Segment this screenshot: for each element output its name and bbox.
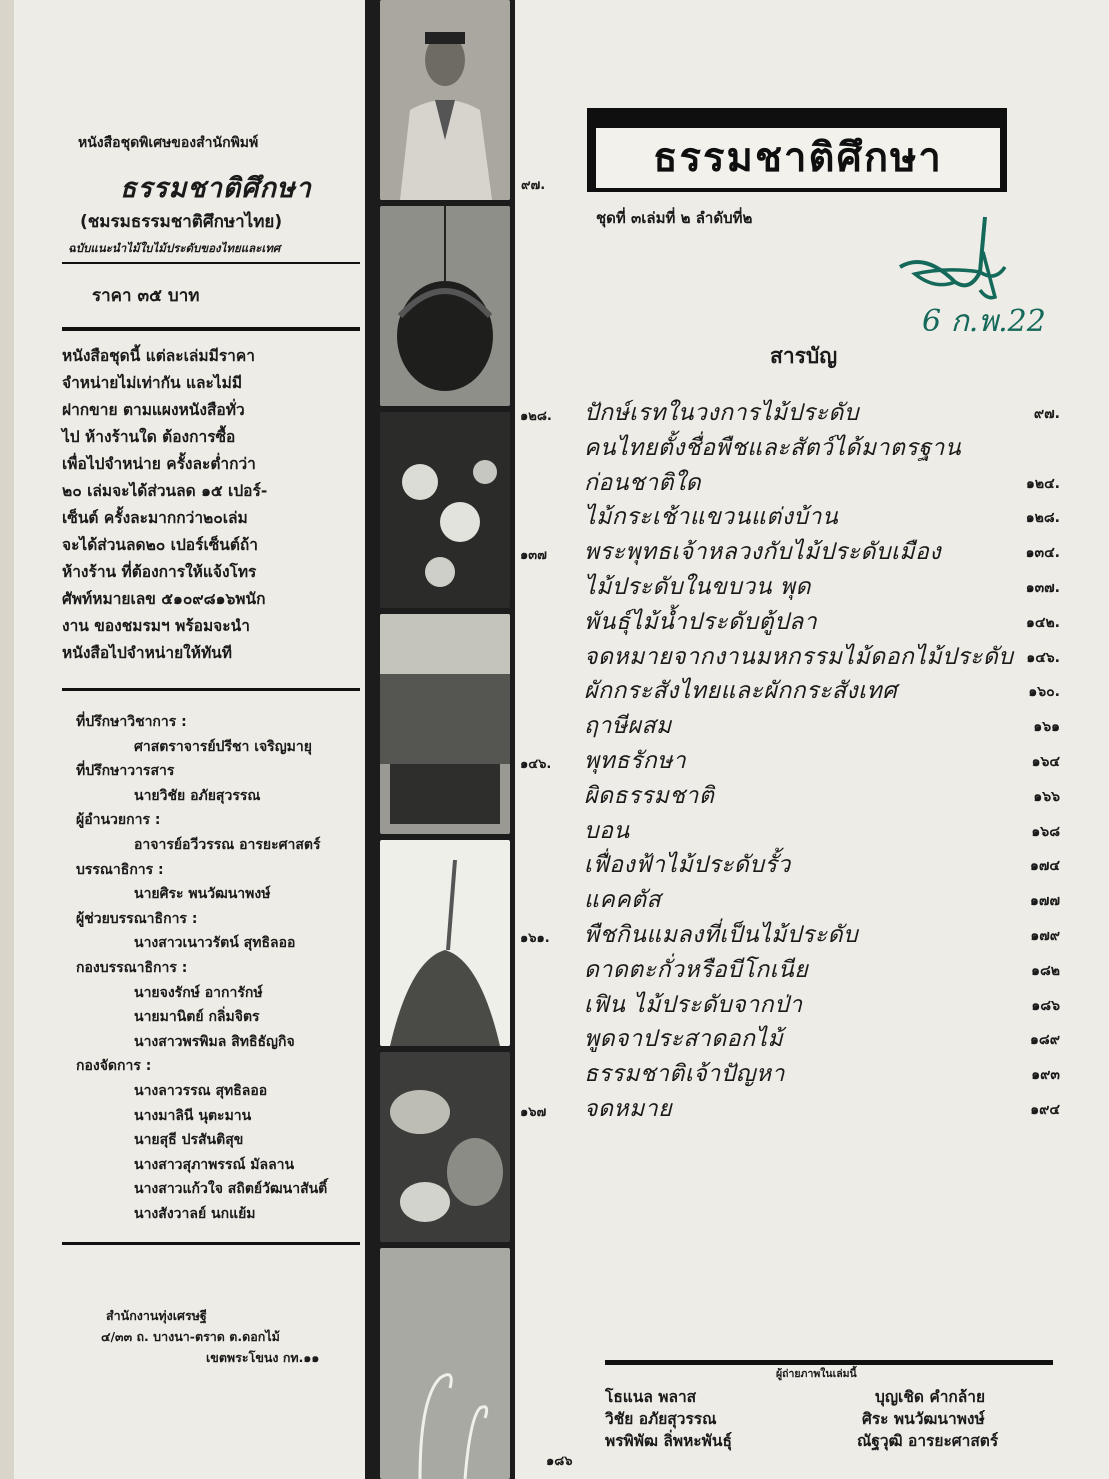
plant-photo bbox=[380, 840, 510, 1046]
toc-entry-title: คนไทยตั้งชื่อพืชและสัตว์ได้มาตรฐาน bbox=[584, 434, 962, 461]
toc-entry-title: ดาดตะกั่วหรือบีโกเนีย bbox=[584, 956, 809, 983]
notice-line: หนังสือชุดนี้ แต่ละเล่มมีราคา bbox=[62, 347, 255, 365]
staff-name: นางมาลินี นุตะมาน bbox=[134, 1107, 252, 1124]
publisher-line: หนังสือชุดพิเศษของสำนักพิมพ์ bbox=[78, 135, 259, 151]
magazine-logo: ธรรมชาติศึกษา bbox=[596, 128, 1000, 188]
staff-role: บรรณาธิการ : bbox=[76, 861, 164, 878]
toc-entry-title: ไม้กระเช้าแขวนแต่งบ้าน bbox=[584, 504, 839, 531]
staff-name: นางสาวสุภาพรรณ์ มัลลาน bbox=[134, 1156, 295, 1173]
price: ราคา ๓๕ บาท bbox=[92, 286, 200, 306]
portrait-photo bbox=[380, 0, 510, 200]
staff-name: นายวิชัย อภัยสุวรรณ bbox=[134, 787, 261, 804]
handwritten-signature bbox=[895, 212, 1015, 307]
toc-entry-title: พูดจาประสาดอกไม้ bbox=[584, 1026, 784, 1053]
credit-name: ศิระ พนวัฒนาพงษ์ bbox=[862, 1410, 985, 1428]
notice-line: ห้างร้าน ที่ต้องการให้แจ้งโทร bbox=[62, 563, 257, 581]
staff-name: นางสาวพรพิมล สิทธิธัญกิจ bbox=[134, 1033, 295, 1050]
staff-name: นางสาวแก้วใจ สถิตย์วัฒนาสันติ์ bbox=[134, 1181, 328, 1198]
toc-entry bbox=[520, 465, 1060, 500]
staff-role: กองบรรณาธิการ : bbox=[76, 959, 188, 976]
toc-page-number: ๑๒๘. bbox=[1025, 510, 1060, 527]
toc-entry-title: พืชกินแมลงที่เป็นไม้ประดับ bbox=[584, 921, 859, 948]
toc-page-number: ๑๓๗. bbox=[1025, 579, 1060, 596]
previous-page-edge bbox=[0, 0, 14, 1479]
toc-entry bbox=[520, 882, 1060, 917]
toc-page-number: ๑๖๔ bbox=[1031, 753, 1060, 770]
toc-entry-title: เฟื่องฟ้าไม้ประดับรั้ว bbox=[584, 852, 791, 879]
club-name: (ชมรมธรรมชาติศึกษาไทย) bbox=[80, 212, 283, 232]
notice-line: ๒๐ เล่มจะได้ส่วนลด ๑๕ เปอร์- bbox=[62, 482, 268, 500]
photo-credit-label: ผู้ถ่ายภาพในเล่มนี้ bbox=[776, 1368, 857, 1380]
staff-name: นายสุธี ปรสันติสุข bbox=[134, 1132, 244, 1149]
toc-entry bbox=[520, 604, 1060, 639]
toc-margin-number: ๑๓๗ bbox=[520, 548, 547, 564]
toc-margin-number: ๑๔๖. bbox=[520, 756, 552, 772]
toc-page-number: ๑๔๖. bbox=[1026, 649, 1060, 666]
toc-page-number: ๑๒๔. bbox=[1025, 475, 1060, 492]
photo-strip bbox=[365, 0, 515, 1479]
table-of-contents bbox=[520, 395, 1060, 1126]
toc-entry-title: พระพุทธเจ้าหลวงกับไม้ประดับเมือง bbox=[584, 539, 942, 566]
notice-line: ไป ห้างร้านใด ต้องการซื้อ bbox=[62, 428, 236, 446]
toc-page-number: ๑๗๔ bbox=[1029, 858, 1060, 875]
notice-line: เพื่อไปจำหน่าย ครั้งละต่ำกว่า bbox=[62, 455, 256, 473]
toc-page-number: ๑๓๔. bbox=[1025, 545, 1060, 562]
toc-entry bbox=[520, 708, 1060, 743]
leaves-photo bbox=[380, 1052, 510, 1242]
toc-entry bbox=[520, 778, 1060, 813]
bottom-marker: ๑๘๖ bbox=[546, 1454, 573, 1469]
staff-name: นายจงรักษ์ อาการักษ์ bbox=[134, 984, 263, 1001]
toc-page-number: ๑๗๙ bbox=[1030, 927, 1060, 944]
credit-name: วิชัย อภัยสุวรรณ bbox=[605, 1410, 717, 1428]
handwritten-date: 6 ก.พ.22 bbox=[922, 304, 1046, 339]
toc-entry-title: ผักกระสังไทยและผักกระสังเทศ bbox=[584, 678, 898, 705]
staff-role: ที่ปรึกษาวิชาการ : bbox=[76, 714, 187, 730]
toc-entry-title: จดหมาย bbox=[584, 1095, 673, 1122]
toc-entry-title: จดหมายจากงานมหกรรมไม้ดอกไม้ประดับ bbox=[584, 643, 1014, 670]
toc-entry bbox=[520, 499, 1060, 534]
toc-entry bbox=[520, 569, 1060, 604]
toc-entry bbox=[520, 743, 1060, 778]
notice-line: หนังสือไปจำหน่ายให้ทันที bbox=[62, 644, 232, 662]
toc-entry-title: เฟิน ไม้ประดับจากป่า bbox=[584, 991, 803, 1018]
notice-line: ศัพท์หมายเลข ๕๑๐๙๘๑๖พนัก bbox=[62, 590, 266, 608]
toc-page-number: ๑๙๓ bbox=[1031, 1067, 1060, 1084]
series-info: ชุดที่ ๓เล่มที่ ๒ ลำดับที่๒ bbox=[596, 209, 753, 227]
credit-name: โธแนล พลาส bbox=[605, 1388, 697, 1406]
toc-margin-number: ๑๒๘. bbox=[520, 409, 552, 424]
edition-note: ฉบับแนะนำไม้ใบไม้ประดับของไทยและเทศ bbox=[68, 241, 281, 255]
toc-entry bbox=[520, 1056, 1060, 1091]
toc-entry-title: ปักษ์เรทในวงการไม้ประดับ bbox=[584, 400, 859, 426]
toc-entry-title: ก่อนชาติใด bbox=[584, 469, 702, 496]
toc-page-number: ๑๔๒. bbox=[1025, 614, 1060, 631]
staff-role: ผู้ช่วยบรรณาธิการ : bbox=[76, 910, 198, 927]
toc-entry bbox=[520, 430, 1060, 465]
staff-name: นางลาวรรณ สุทธิลออ bbox=[134, 1082, 268, 1099]
toc-entry bbox=[520, 673, 1060, 708]
toc-entry bbox=[520, 639, 1060, 674]
notice-line: จะได้ส่วนลด๒๐ เปอร์เซ็นต์ถ้า bbox=[62, 536, 259, 554]
toc-entry-title: ไม้ประดับในขบวน พุด bbox=[584, 573, 811, 600]
toc-entry-title: พุทธรักษา bbox=[584, 747, 687, 774]
staff-name: นางสาวเนาวรัตน์ สุทธิลออ bbox=[134, 935, 296, 952]
divider bbox=[62, 327, 360, 331]
toc-margin-number: ๑๖๗ bbox=[520, 1104, 547, 1120]
toc-entry bbox=[520, 1021, 1060, 1056]
toc-page-number: ๑๘๖ bbox=[1031, 997, 1060, 1014]
toc-title: สารบัญ bbox=[770, 344, 838, 368]
magazine-name: ธรรมชาติศึกษา bbox=[120, 173, 312, 204]
office-district: เขตพระโขนง กท.๑๑ bbox=[206, 1350, 320, 1365]
staff-role: ผู้อำนวยการ : bbox=[76, 812, 161, 829]
toc-entry bbox=[520, 395, 1060, 430]
toc-entry bbox=[520, 534, 1060, 569]
toc-entry bbox=[520, 952, 1060, 987]
staff-name: นางสังวาลย์ นกแย้ม bbox=[134, 1205, 256, 1222]
toc-entry bbox=[520, 917, 1060, 952]
toc-entry bbox=[520, 987, 1060, 1022]
toc-page-number: ๑๖๐. bbox=[1028, 684, 1060, 701]
office-address bbox=[101, 1305, 320, 1368]
notice-block bbox=[62, 343, 360, 667]
crowd-photo bbox=[380, 614, 510, 834]
toc-entry bbox=[520, 813, 1060, 848]
staff-role: ที่ปรึกษาวารสาร bbox=[76, 763, 175, 780]
divider bbox=[62, 1242, 360, 1245]
staff-name: นายศิระ พนวัฒนาพงษ์ bbox=[134, 886, 271, 903]
hanging-basket-photo bbox=[380, 206, 510, 406]
toc-margin-number: ๑๖๑. bbox=[520, 930, 550, 946]
toc-page-number: ๑๘๒ bbox=[1031, 962, 1060, 979]
staff-role: กองจัดการ : bbox=[76, 1058, 152, 1075]
staff-name: นายมานิตย์ กลิ่มจิตร bbox=[134, 1009, 260, 1026]
toc-page-number: ๑๙๔ bbox=[1030, 1101, 1060, 1118]
toc-entry-title: ธรรมชาติเจ้าปัญหา bbox=[584, 1061, 785, 1088]
notice-line: งาน ของชมรมฯ พร้อมจะนำ bbox=[62, 617, 250, 635]
divider bbox=[62, 262, 360, 264]
toc-entry-title: บอน bbox=[584, 817, 630, 844]
toc-entry-title: ผิดธรรมชาติ bbox=[584, 782, 715, 809]
toc-page-number: ๑๗๗ bbox=[1030, 893, 1060, 910]
toc-entry-title: แคคตัส bbox=[584, 887, 662, 914]
toc-page-number: ๑๖๑ bbox=[1033, 719, 1060, 736]
flower-photo bbox=[380, 412, 510, 608]
toc-entry bbox=[520, 1091, 1060, 1126]
notice-line: ฝากขาย ตามแผงหนังสือทั่ว bbox=[62, 401, 245, 419]
divider bbox=[62, 688, 360, 691]
toc-page-number: ๑๘๙ bbox=[1030, 1032, 1060, 1049]
toc-entry bbox=[520, 847, 1060, 882]
credit-name: พรพิพัฒ ลิ่พหะพันธุ์ bbox=[605, 1432, 732, 1450]
staff-name: อาจารย์อวีวรรณ อารยะศาสตร์ bbox=[134, 836, 321, 853]
fern-photo bbox=[380, 1248, 510, 1479]
notice-line: เซ็นต์ ครั้งละมากกว่า๒๐เล่ม bbox=[62, 509, 248, 527]
credit-name: บุญเชิด คำกล้าย bbox=[875, 1388, 986, 1406]
toc-page-number: ๑๖๘ bbox=[1031, 823, 1060, 840]
notice-line: จำหน่ายไม่เท่ากัน และไม่มี bbox=[62, 374, 243, 392]
office-name: สำนักงานทุ่งเศรษฐี bbox=[106, 1308, 207, 1323]
toc-entry-title: พันธุ์ไม้น้ำประดับตู้ปลา bbox=[584, 608, 818, 635]
office-street: ๔/๓๓ ถ. บางนา-ตราด ต.ดอกไม้ bbox=[101, 1329, 280, 1344]
toc-page-number: ๑๖๖ bbox=[1033, 788, 1060, 805]
credit-name: ณัฐวุฒิ อารยะศาสตร์ bbox=[857, 1432, 999, 1450]
page-marker: ๙๗. bbox=[521, 178, 546, 193]
staff-name: ศาสตราจารย์ปรีชา เจริญมายุ bbox=[134, 738, 312, 755]
toc-entry-title: ฤาษีผสม bbox=[584, 713, 672, 740]
toc-page-number: ๙๗. bbox=[1033, 406, 1060, 422]
staff-list bbox=[76, 710, 376, 1226]
